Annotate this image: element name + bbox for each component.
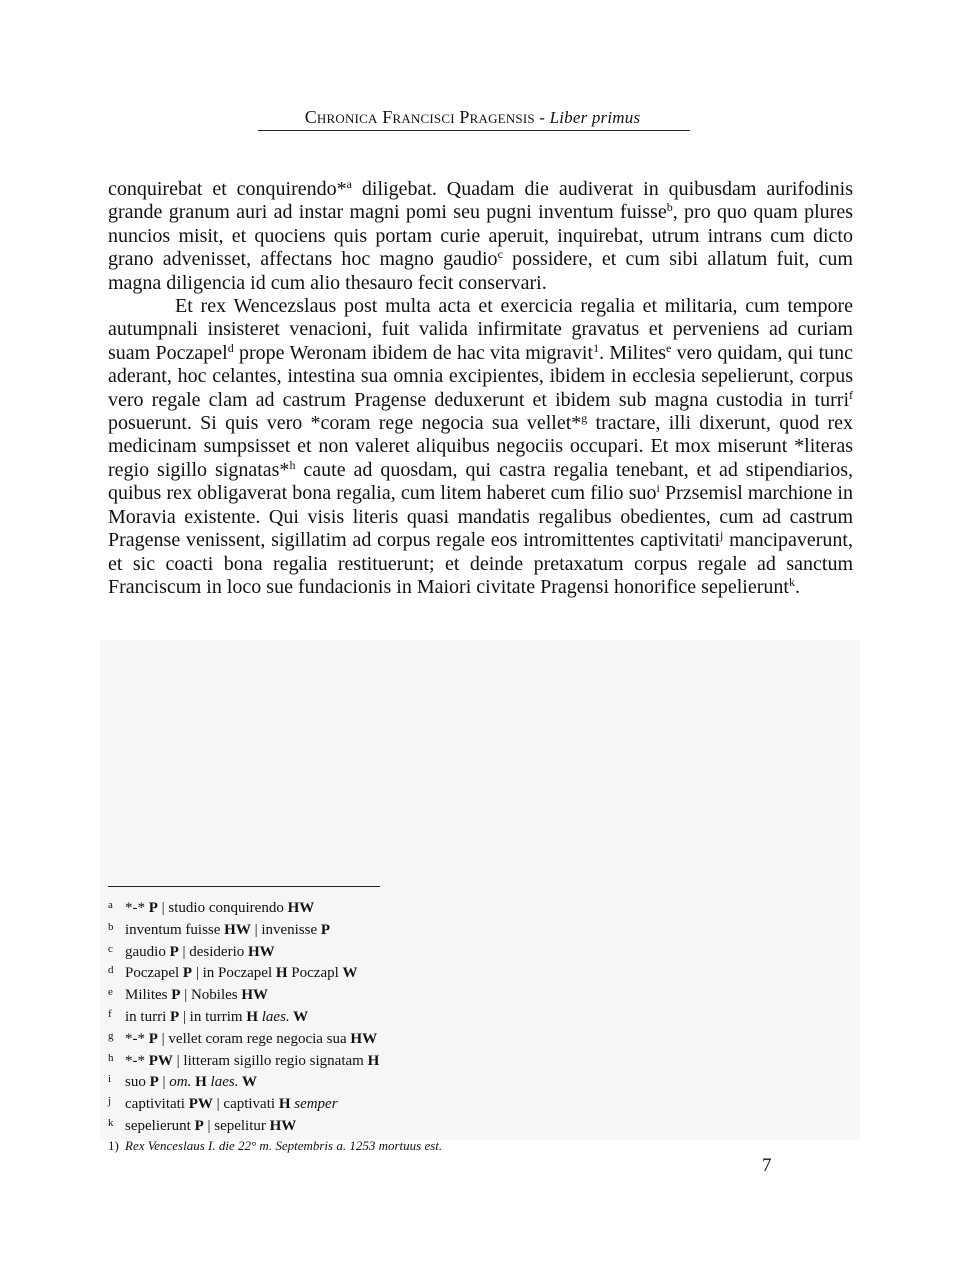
footnote-i: i suo P | om. H laes. W	[108, 1073, 257, 1091]
footnote-k: k sepelierunt P | sepelitur HW	[108, 1116, 297, 1134]
header-title: Chronica Francisci Pragensis	[304, 107, 535, 127]
footnote-ref: f	[849, 387, 853, 402]
main-text	[108, 178, 853, 599]
page-number: 7	[762, 1155, 772, 1176]
footnote-c: c gaudio P | desiderio HW	[108, 942, 275, 960]
footnote-d: d Poczapel P | in Poczapel H Poczapl W	[108, 964, 358, 982]
footnote-ref: i	[656, 481, 660, 496]
running-header	[255, 107, 690, 128]
footnote-ref: e	[666, 340, 672, 355]
paragraph-1: conquirebat et conquirendo*$^a$ diligebat. Quadam die audiverat in quibusdam aurifodinis grande granum auri ad instar magni pomi seu pugni inventum fuisse$^b$, pro quo quam plures nuncios misit, et quociens quis portam curie aperuit, inquirebat, utrum intrans cum dicto grano advenisset, affectans hoc magno gaudio$^c$ possidere, et cum sibi allatum fuit, cum magna diligencia id cum alio thesauro fecit conservari.	[108, 177, 853, 294]
footnote-b: b inventum fuisse HW | invenisse P	[108, 920, 331, 938]
footnote-ref: g	[581, 411, 588, 426]
footnote-ref: b	[666, 200, 673, 215]
footnote-a: a *-* P | studio conquirendo HW	[108, 899, 315, 916]
footnote-f: f in turri P | in turrim H laes. W	[108, 1007, 309, 1025]
footnote-ref: k	[788, 574, 795, 589]
paragraph-2: Et rex Wencezslaus post multa acta et exercicia regalia et militaria, cum tempore autumpnali insisteret venacioni, fuit valida infirmitate gravatus et perveniens ad curiam suam Poczapel$^d$ prope Weronam ibidem de hac vita migravit$^1$. Milites$^e$ vero quidam, qui tunc aderant, hoc celantes, intestina sua omnia excipientes, ibidem in ecclesia sepelierunt, corpus vero regale clam ad castrum Pragense deduxerunt et ibidem sub magna custodia in turri$^f$ posuerunt. Si quis vero *coram rege negocia sua vellet*$^g$ tractare, illi dixerunt, quod rex medicinam sumpsisset et non valeret aliquibus negociis occupari. Et mox miserunt *literas regio sigillo signatas*$^h$ caute ad quosdam, qui castra regalia tenebant, et ad stipendiarios, quibus rex obligaverat bona regalia, cum litem haberet cum filio suo$^i$ Przsemisl marchione in Moravia existente. Qui visis literis quasi mandatis regalibus obedientes, cum ad castrum Pragense venissent, sigillatim ad corpus regale eos intromittentes captivitati$^j$ mancipaverunt, et sic coacti bona regalia restituerunt; et deinde pretaxatum corpus regale ad sanctum Franciscum in loco sue fundacionis in Maiori civitate Pragensi honorifice sepelierunt$^k$.	[108, 295, 854, 598]
footnote-1: 1) Rex Venceslaus I. die 22° m. Septembris a. 1253 mortuus est.	[108, 1137, 443, 1153]
footnote-rule	[108, 886, 380, 887]
footnote-ref: j	[720, 528, 724, 543]
footnote-ref: h	[289, 457, 296, 472]
header-rule	[258, 130, 690, 131]
header-book: Liber primus	[549, 108, 641, 127]
footnote-ref: a	[346, 177, 352, 191]
footnote-e: e Milites P | Nobiles HW	[108, 986, 269, 1004]
footnote-ref: c	[497, 247, 503, 262]
footnote-g: g *-* P | vellet coram rege negocia sua HW	[108, 1029, 378, 1047]
footnote-ref: 1	[593, 340, 600, 355]
footnote-h: h *-* PW | litteram sigillo regio signatam H	[108, 1051, 380, 1069]
footnotes	[108, 896, 608, 1156]
header-separator: -	[534, 108, 550, 127]
footnote-ref: d	[227, 340, 234, 355]
footnote-j: j captivitati PW | captivati H semper	[108, 1095, 338, 1113]
